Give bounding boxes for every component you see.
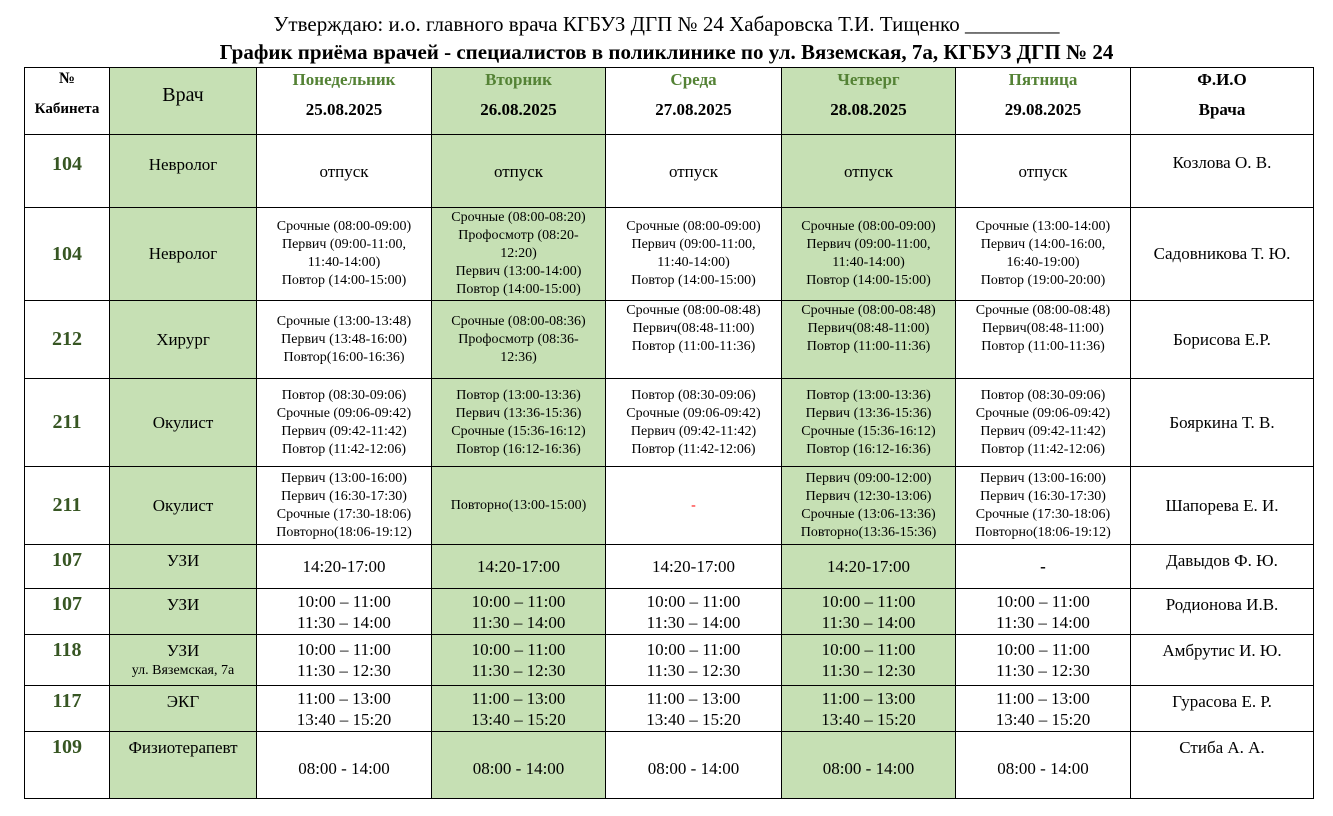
table-row [25,635,1314,686]
schedule-line: Профосмотр (08:20- [458,228,579,243]
schedule-line: Повтор (14:00-15:00) [456,282,581,297]
doctor-fio: Амбрутис И. Ю. [1131,635,1314,686]
schedule-line: Первич (09:42-11:42) [281,423,407,439]
schedule-cell [432,686,606,732]
schedule-cell [257,545,432,589]
cabinet-header-line1: № [58,70,76,87]
schedule-line: Срочные (08:00-09:00) [626,219,761,234]
schedule-line: - [1040,557,1046,576]
doctor-fio: Бояркина Т. В. [1131,379,1314,467]
schedule-line: Первич (13:00-16:00) [281,470,407,486]
cabinet-header-line2: Кабинета [34,101,100,117]
schedule-line: 10:00 – 11:00 [996,591,1090,611]
schedule-cell [257,686,432,732]
day-date: 25.08.2025 [305,100,383,119]
specialty-name: ЭКГ [166,692,200,711]
schedule-line: Срочные (08:00-09:00) [801,219,936,234]
specialty-name: УЗИ [166,641,200,660]
schedule-cell [956,379,1131,467]
schedule-line: 14:20-17:00 [476,557,561,576]
table-row [25,301,1314,379]
day-name: Пятница [1008,70,1078,89]
doctor-header: Врач [110,68,257,135]
schedule-cell [782,135,956,208]
schedule-line: 11:30 – 14:00 [297,612,391,632]
schedule-cell [606,732,782,799]
specialty-name: Окулист [152,495,214,515]
schedule-cell [782,686,956,732]
table-row [25,379,1314,467]
page-title: График приёма врачей - специалистов в поликлинике по ул. Вяземская, 7а, КГБУЗ ДГП № 24 [219,40,1114,64]
schedule-line: Срочные (08:00-08:20) [451,210,586,225]
schedule-cell [606,467,782,545]
schedule-cell [432,732,606,799]
schedule-cell [257,635,432,686]
schedule-line: 11:30 – 14:00 [821,612,916,632]
cabinet-header [25,68,110,135]
schedule-line: Первич (12:30-13:06) [805,488,932,504]
doctor-fio: Стиба А. А. [1131,732,1314,799]
schedule-cell [432,467,606,545]
schedule-cell [956,135,1131,208]
schedule-table [24,67,1314,799]
schedule-line: 11:30 – 14:00 [996,612,1090,632]
specialty-cell [110,732,257,799]
schedule-line: Профосмотр (08:36- [458,331,579,347]
doctor-fio: Родионова И.В. [1131,589,1314,635]
schedule-line: 10:00 – 11:00 [996,640,1090,659]
schedule-cell [257,208,432,301]
schedule-cell [257,732,432,799]
doctor-fio: Давыдов Ф. Ю. [1131,545,1314,589]
schedule-line: Первич (09:00-12:00) [805,470,932,486]
schedule-line: Повтор (19:00-20:00) [980,273,1106,288]
cabinet-number: 109 [25,732,110,799]
schedule-cell [257,301,432,379]
schedule-cell [782,732,956,799]
day-name: Четверг [837,70,900,89]
schedule-line: Повтор (11:42-12:06) [631,441,756,457]
schedule-line: Первич (16:30-17:30) [281,488,407,504]
schedule-line: 16:40-19:00) [1006,255,1080,270]
schedule-line: 11:40-14:00) [832,255,905,270]
schedule-line: Первич (13:36-15:36) [455,405,582,421]
specialty-cell [110,635,257,686]
doctor-fio: Козлова О. В. [1131,135,1314,208]
specialty-cell [110,686,257,732]
schedule-cell [606,135,782,208]
schedule-line: 11:30 – 14:00 [646,612,741,632]
day-header-fri [956,68,1131,135]
schedule-line: 11:30 – 12:30 [646,661,741,680]
schedule-cell [432,545,606,589]
schedule-line: Первич(08:48-11:00) [632,321,755,336]
schedule-line: Повторно(13:36-15:36) [800,524,937,540]
schedule-line: 08:00 - 14:00 [472,758,565,778]
schedule-line: 13:40 – 15:20 [471,709,566,729]
schedule-line: 10:00 – 11:00 [297,640,391,659]
table-row [25,208,1314,301]
schedule-line: - [691,497,696,513]
schedule-cell [782,635,956,686]
specialty-cell [110,545,257,589]
schedule-line: Повтор (11:42-12:06) [281,441,407,457]
table-row [25,589,1314,635]
schedule-cell [257,135,432,208]
schedule-line: Срочные (08:00-08:48) [626,303,761,318]
day-date: 29.08.2025 [1004,100,1082,119]
schedule-line: Срочные (09:06-09:42) [276,405,412,421]
schedule-line: 12:20) [500,246,537,261]
schedule-line: Повтор (11:42-12:06) [980,441,1106,457]
schedule-line: Повтор (08:30-09:06) [631,387,756,403]
cabinet-number: 212 [25,301,110,379]
schedule-cell [257,589,432,635]
schedule-cell [782,589,956,635]
schedule-cell [257,467,432,545]
schedule-line: Первич (14:00-16:00, [980,237,1106,252]
schedule-line: Срочные (09:06-09:42) [626,405,761,421]
doctor-fio: Борисова Е.Р. [1131,301,1314,379]
day-header-tue [432,68,606,135]
day-header-mon [257,68,432,135]
schedule-line: Первич (13:00-16:00) [980,470,1106,486]
schedule-line: 10:00 – 11:00 [471,591,566,611]
schedule-line: Срочные (15:36-16:12) [801,423,936,439]
schedule-line: Срочные (08:00-08:48) [975,303,1111,318]
schedule-line: Срочные (13:06-13:36) [801,506,936,522]
schedule-line: 14:20-17:00 [651,557,736,576]
schedule-line: Срочные (13:00-13:48) [276,313,412,329]
schedule-line: Повторно(18:06-19:12) [276,524,412,540]
schedule-cell [956,589,1131,635]
schedule-cell [606,379,782,467]
schedule-line: Первич (13:48-16:00) [281,331,407,347]
schedule-line: отпуск [843,161,894,181]
schedule-line: Повтор (11:00-11:36) [806,339,931,354]
specialty-cell [110,208,257,301]
schedule-line: Повторно(13:00-15:00) [450,497,587,513]
specialty-cell [110,379,257,467]
schedule-cell [606,545,782,589]
table-row [25,135,1314,208]
schedule-line: 10:00 – 11:00 [821,591,916,611]
schedule-line: Повтор (11:00-11:36) [981,339,1105,354]
schedule-cell [606,635,782,686]
schedule-cell [956,467,1131,545]
schedule-line: 08:00 - 14:00 [298,758,390,778]
day-date: 27.08.2025 [655,100,732,119]
schedule-line: 11:30 – 12:30 [821,661,916,680]
schedule-line: Срочные (08:00-09:00) [276,219,412,234]
day-name: Вторник [485,70,552,89]
schedule-cell [606,589,782,635]
schedule-line: Первич(08:48-11:00) [982,321,1104,336]
doctor-fio: Садовникова Т. Ю. [1131,208,1314,301]
schedule-line: 11:40-14:00) [657,255,730,270]
schedule-line: Срочные (17:30-18:06) [975,506,1111,522]
schedule-line: 11:00 – 13:00 [646,688,741,708]
schedule-cell [782,379,956,467]
schedule-line: 11:30 – 12:30 [297,661,391,680]
specialty-name: УЗИ [166,595,200,614]
schedule-cell [432,301,606,379]
schedule-line: Повторно(18:06-19:12) [975,524,1111,540]
schedule-line: 13:40 – 15:20 [296,709,392,729]
header-row [25,68,1314,135]
fio-header-line2: Врача [1198,100,1246,119]
schedule-line: отпуск [1018,161,1068,181]
schedule-line: Первич (09:42-11:42) [630,423,757,439]
schedule-line: 11:30 – 12:30 [471,661,566,680]
schedule-line: 13:40 – 15:20 [646,709,741,729]
table-row [25,545,1314,589]
schedule-cell [432,135,606,208]
schedule-line: 10:00 – 11:00 [646,640,741,659]
specialty-cell [110,467,257,545]
schedule-line: Повтор (08:30-09:06) [980,387,1106,403]
schedule-line: Первич(08:48-11:00) [807,321,930,336]
specialty-cell [110,589,257,635]
doctor-fio: Гурасова Е. Р. [1131,686,1314,732]
specialty-name: Хирург [156,329,210,349]
schedule-line: 12:36) [500,349,537,365]
schedule-line: Повтор (08:30-09:06) [281,387,407,403]
schedule-line: Срочные (15:36-16:12) [451,423,586,439]
schedule-line: 14:20-17:00 [302,557,386,576]
cabinet-number: 118 [25,635,110,686]
schedule-line: Повтор (11:00-11:36) [631,339,756,354]
schedule-line: Срочные (08:00-08:48) [801,303,936,318]
day-name: Понедельник [292,70,396,89]
specialty-name: Физиотерапевт [128,738,238,757]
day-header-wed [606,68,782,135]
table-row [25,686,1314,732]
table-row [25,467,1314,545]
schedule-cell [432,589,606,635]
fio-header [1131,68,1314,135]
schedule-cell [956,208,1131,301]
schedule-line: Первич (09:00-11:00, [806,237,931,252]
schedule-line: 11:30 – 14:00 [471,612,566,632]
schedule-cell [257,379,432,467]
schedule-line: 10:00 – 11:00 [821,640,916,659]
schedule-line: 11:00 – 13:00 [996,688,1090,708]
schedule-line: Срочные (17:30-18:06) [276,506,412,522]
schedule-line: Первич (13:00-14:00) [455,264,582,279]
schedule-cell [432,208,606,301]
fio-header-line1: Ф.И.О [1197,70,1247,89]
schedule-line: 11:40-14:00) [307,255,381,270]
schedule-line: отпуск [319,161,369,181]
schedule-line: 08:00 - 14:00 [822,758,915,778]
schedule-line: Повтор (13:00-13:36) [806,387,931,403]
day-date: 28.08.2025 [830,100,907,119]
schedule-line: Первич (16:30-17:30) [980,488,1106,504]
cabinet-number: 107 [25,589,110,635]
schedule-line: Срочные (09:06-09:42) [975,405,1111,421]
table-row [25,732,1314,799]
schedule-line: Повтор(16:00-16:36) [283,349,405,365]
day-name: Среда [670,70,717,89]
schedule-line: Повтор (14:00-15:00) [631,273,756,288]
specialty-name: Окулист [152,412,214,432]
schedule-cell [956,301,1131,379]
schedule-cell [956,732,1131,799]
cabinet-number: 211 [25,379,110,467]
schedule-line: 10:00 – 11:00 [646,591,741,611]
schedule-cell [606,686,782,732]
schedule-cell [432,635,606,686]
specialty-cell [110,301,257,379]
schedule-line: Срочные (13:00-14:00) [975,219,1111,234]
cabinet-number: 211 [25,467,110,545]
schedule-cell [956,635,1131,686]
day-date: 26.08.2025 [480,100,557,119]
schedule-line: 11:00 – 13:00 [821,688,916,708]
specialty-name: Невролог [148,155,218,174]
schedule-line: Первич (09:00-11:00, [631,237,756,252]
specialty-address: ул. Вяземская, 7а [131,663,235,678]
schedule-cell [782,545,956,589]
schedule-line: 10:00 – 11:00 [471,640,566,659]
schedule-cell [782,301,956,379]
schedule-cell [782,467,956,545]
schedule-line: отпуск [493,161,544,181]
schedule-cell [782,208,956,301]
schedule-line: Срочные (08:00-08:36) [451,313,586,329]
schedule-line: 13:40 – 15:20 [995,709,1091,729]
approval-line: Утверждаю: и.о. главного врача КГБУЗ ДГП № 24 Хабаровска Т.И. Тищенко _________ [273,12,1060,36]
schedule-line: Повтор (13:00-13:36) [456,387,581,403]
schedule-line: Повтор (14:00-15:00) [806,273,931,288]
specialty-name: Невролог [148,244,218,263]
cabinet-number: 117 [25,686,110,732]
schedule-line: 11:30 – 12:30 [996,661,1090,680]
cabinet-number: 107 [25,545,110,589]
schedule-line: Повтор (14:00-15:00) [281,273,407,288]
schedule-cell [432,379,606,467]
doctor-fio: Шапорева Е. И. [1131,467,1314,545]
schedule-line: Первич (09:00-11:00, [281,237,407,252]
schedule-line: отпуск [668,161,719,181]
schedule-line: Повтор (16:12-16:36) [806,441,931,457]
specialty-name: УЗИ [166,551,200,570]
cabinet-number: 104 [25,208,110,301]
schedule-line: Первич (09:42-11:42) [980,423,1106,439]
schedule-cell [606,208,782,301]
schedule-cell [956,686,1131,732]
schedule-line: 11:00 – 13:00 [471,688,566,708]
day-header-thu [782,68,956,135]
schedule-line: 08:00 - 14:00 [647,758,740,778]
schedule-line: 14:20-17:00 [826,557,911,576]
schedule-line: Повтор (16:12-16:36) [456,441,581,457]
schedule-cell [606,301,782,379]
schedule-line: Первич (13:36-15:36) [805,405,932,421]
specialty-cell [110,135,257,208]
schedule-line: 11:00 – 13:00 [297,688,391,708]
schedule-line: 10:00 – 11:00 [297,591,391,611]
schedule-line: 08:00 - 14:00 [997,758,1089,778]
schedule-line: 13:40 – 15:20 [821,709,916,729]
schedule-cell [956,545,1131,589]
cabinet-number: 104 [25,135,110,208]
